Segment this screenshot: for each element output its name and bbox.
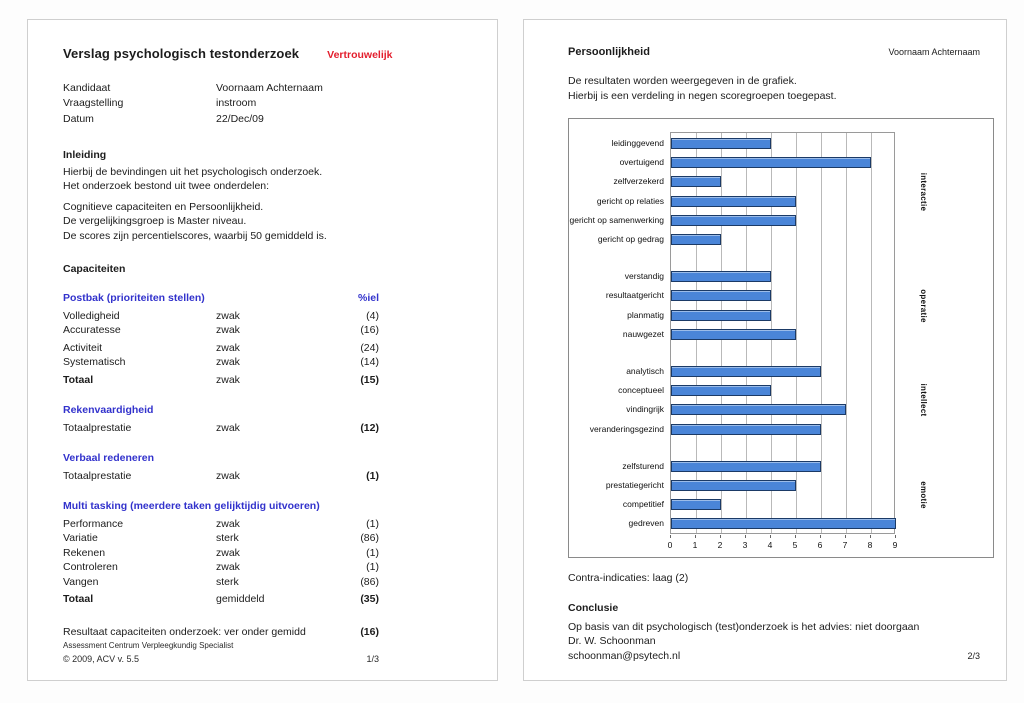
bar-leidinggevend: [671, 138, 771, 149]
axis-tick-label: 4: [767, 540, 773, 550]
row-label: Totaalprestatie: [63, 421, 132, 434]
meta-label: Datum: [63, 113, 94, 125]
meta-row: [63, 96, 379, 111]
table-row: [63, 517, 379, 532]
axis-tick-mark: [720, 535, 721, 538]
row-rating: sterk: [216, 532, 239, 544]
axis-tick-mark: [870, 535, 871, 538]
row-label: Totaal: [63, 373, 94, 386]
bar-label: gedreven: [628, 518, 664, 529]
row-rating: zwak: [216, 561, 240, 573]
bar-planmatig: [671, 310, 771, 321]
table-row: [63, 309, 379, 324]
axis-tick-label: 2: [717, 540, 723, 550]
bar-prestatiegericht: [671, 480, 796, 491]
axis-tick-mark: [670, 535, 671, 538]
group-label-operatie: operatie: [919, 288, 928, 323]
section-heading-row: [63, 403, 379, 418]
bar-vindingrijk: [671, 404, 846, 415]
row-label: Performance: [63, 517, 124, 530]
row-rating: zwak: [216, 341, 240, 354]
section-heading-row: [63, 499, 379, 514]
row-score: (16): [360, 324, 379, 336]
axis-tick-mark: [770, 535, 771, 538]
page-2: [523, 19, 1007, 681]
axis-tick-label: 0: [667, 540, 673, 550]
row-rating: zwak: [216, 309, 240, 322]
group-label-intellect: intellect: [919, 383, 928, 417]
row-score: (12): [360, 421, 379, 434]
page-2-header: [568, 46, 980, 58]
row-label: Variatie: [63, 532, 98, 544]
capaciteiten-heading: Capaciteiten: [63, 263, 126, 275]
footer-org: Assessment Centrum Verpleegkundig Specialist: [63, 641, 234, 650]
axis-tick-mark: [695, 535, 696, 538]
page-1: [27, 19, 498, 681]
bar-label: prestatiegericht: [605, 480, 664, 491]
row-label: Controleren: [63, 561, 118, 573]
score-section: [63, 451, 379, 483]
meta-row: [63, 112, 379, 127]
bar-zelfsturend: [671, 461, 821, 472]
axis-tick-mark: [745, 535, 746, 538]
candidate-name: Voornaam Achternaam: [888, 47, 980, 57]
row-rating: zwak: [216, 546, 240, 559]
intro-line: De vergelijkingsgroep is Master niveau.: [63, 215, 247, 227]
axis-tick-label: 6: [817, 540, 823, 550]
result-score: (16): [360, 625, 379, 638]
bar-analytisch: [671, 366, 821, 377]
row-score: (35): [360, 593, 379, 605]
axis-tick-label: 8: [867, 540, 873, 550]
bar-label: conceptueel: [618, 385, 664, 396]
axis-tick-mark: [895, 535, 896, 538]
row-score: (15): [360, 373, 379, 386]
table-row: [63, 323, 379, 338]
page-number: 1/3: [366, 654, 379, 664]
bar-label: nauwgezet: [622, 328, 664, 339]
bar-label: veranderingsgezind: [589, 423, 664, 434]
row-rating: zwak: [216, 421, 240, 434]
score-section: [63, 291, 379, 387]
row-label: Accuratesse: [63, 324, 121, 336]
row-score: (4): [366, 309, 379, 322]
row-score: (14): [360, 356, 379, 368]
page-title: Verslag psychologisch testonderzoek: [63, 46, 300, 61]
row-rating: zwak: [216, 469, 240, 482]
section-heading: Multi tasking (meerdere taken gelijktijdig uitvoeren): [63, 500, 320, 512]
row-score: (1): [366, 517, 379, 530]
candidate-meta-table: [63, 81, 379, 127]
bar-gedreven: [671, 518, 896, 529]
bar-gericht-op-relaties: [671, 196, 796, 207]
table-row: [63, 531, 379, 546]
bar-label: gericht op gedrag: [597, 234, 664, 245]
bar-label: vindingrijk: [626, 404, 664, 415]
intro-line: Hierbij de bevindingen uit het psychologisch onderzoek.: [63, 165, 323, 178]
chart-intro: [568, 74, 992, 103]
persoonlijkheid-heading: Persoonlijkheid: [568, 46, 650, 58]
result-label: Resultaat capaciteiten onderzoek: ver onder gemidd: [63, 625, 306, 638]
table-row: [63, 560, 379, 575]
bar-label: gericht op relaties: [596, 195, 664, 206]
section-heading: Rekenvaardigheid: [63, 404, 154, 416]
bar-gericht-op-samenwerking: [671, 215, 796, 226]
row-score: (86): [360, 575, 379, 588]
row-score: (86): [360, 532, 379, 544]
conclusion-block: [568, 620, 980, 664]
confidential-badge: Vertrouwelijk: [327, 49, 393, 61]
meta-label: Kandidaat: [63, 82, 111, 94]
table-row: [63, 421, 379, 436]
table-row: [63, 341, 379, 356]
conclusion-author: Dr. W. Schoonman: [568, 635, 656, 647]
row-rating: zwak: [216, 324, 240, 336]
table-row: [63, 575, 379, 590]
bar-veranderingsgezind: [671, 424, 821, 435]
row-label: Vangen: [63, 575, 99, 588]
row-rating: sterk: [216, 575, 239, 588]
row-label: Volledigheid: [63, 309, 120, 322]
bar-zelfverzekerd: [671, 176, 721, 187]
page-1-footer: [63, 641, 379, 664]
personality-bar-chart: [568, 118, 994, 558]
row-rating: zwak: [216, 373, 240, 386]
meta-row: [63, 81, 379, 96]
score-sections: [63, 291, 379, 607]
bar-nauwgezet: [671, 329, 796, 340]
section-heading-row: [63, 451, 379, 466]
result-row: [63, 625, 379, 640]
bar-gericht-op-gedrag: [671, 234, 721, 245]
gridline: [871, 133, 872, 533]
table-row: [63, 373, 379, 388]
row-label: Rekenen: [63, 546, 106, 559]
bar-label: resultaatgericht: [605, 290, 664, 301]
row-label: Activiteit: [63, 341, 103, 354]
bar-label: leidinggevend: [611, 138, 664, 149]
row-score: (1): [366, 546, 379, 559]
bar-resultaatgericht: [671, 290, 771, 301]
bar-overtuigend: [671, 157, 871, 168]
meta-value: Voornaam Achternaam: [216, 82, 323, 94]
axis-tick-mark: [820, 535, 821, 538]
table-row: [63, 355, 379, 370]
section-heading: Postbak (prioriteiten stellen): [63, 292, 205, 304]
row-label: Totaal: [63, 593, 94, 605]
conclusion-email: schoonman@psytech.nl: [568, 649, 681, 662]
meta-label: Vraagstelling: [63, 96, 124, 109]
intro-line: Cognitieve capaciteiten en Persoonlijkheid.: [63, 200, 264, 213]
page-number: 2/3: [967, 650, 980, 661]
group-label-emotie: emotie: [919, 481, 928, 509]
row-rating: gemiddeld: [216, 593, 265, 605]
row-score: (1): [366, 561, 379, 573]
table-row: [63, 546, 379, 561]
axis-tick-mark: [845, 535, 846, 538]
gridline: [846, 133, 847, 533]
meta-value: 22/Dec/09: [216, 113, 264, 125]
percentile-column-header: %iel: [357, 292, 379, 304]
bar-label: gericht op samenwerking: [569, 214, 664, 225]
gridline: [796, 133, 797, 533]
intro-paragraph-1: [63, 165, 462, 194]
meta-value: instroom: [216, 96, 257, 109]
row-score: (24): [360, 341, 379, 354]
chart-intro-line: De resultaten worden weergegeven in de grafiek.: [568, 75, 797, 87]
axis-tick-label: 5: [792, 540, 798, 550]
bar-label: analytisch: [626, 366, 664, 377]
bar-label: competitief: [622, 499, 664, 510]
conclusion-advice: Op basis van dit psychologisch (test)onderzoek is het advies: niet doorgaan: [568, 620, 920, 633]
intro-paragraph-2: [63, 200, 462, 244]
section-heading-row: [63, 291, 379, 306]
axis-tick-label: 3: [742, 540, 748, 550]
score-section: [63, 499, 379, 607]
score-section: [63, 403, 379, 435]
bar-label: zelfsturend: [622, 460, 664, 471]
report-title-row: [63, 46, 462, 61]
bar-verstandig: [671, 271, 771, 282]
group-label-interactie: interactie: [919, 172, 928, 211]
intro-line: Het onderzoek bestond uit twee onderdelen:: [63, 180, 270, 192]
row-score: (1): [366, 469, 379, 482]
axis-tick-mark: [795, 535, 796, 538]
bar-label: zelfverzekerd: [613, 176, 664, 187]
conclusie-heading: Conclusie: [568, 601, 619, 614]
axis-tick-label: 7: [842, 540, 848, 550]
footer-copyright: © 2009, ACV v. 5.5: [63, 654, 140, 664]
bar-label: overtuigend: [619, 157, 664, 168]
row-label: Totaalprestatie: [63, 469, 132, 482]
axis-tick-label: 1: [692, 540, 698, 550]
axis-tick-label: 9: [892, 540, 898, 550]
chart-intro-line: Hierbij is een verdeling in negen scoregroepen toegepast.: [568, 89, 837, 102]
row-label: Systematisch: [63, 356, 126, 368]
contra-indicaties-line: Contra-indicaties: laag (2): [568, 572, 689, 584]
row-rating: zwak: [216, 517, 240, 530]
row-rating: zwak: [216, 356, 240, 368]
section-heading: Verbaal redeneren: [63, 452, 155, 464]
bar-label: planmatig: [627, 309, 664, 320]
intro-line: De scores zijn percentielscores, waarbij 50 gemiddeld is.: [63, 229, 327, 242]
bar-competitief: [671, 499, 721, 510]
bar-conceptueel: [671, 385, 771, 396]
table-row: [63, 592, 379, 607]
gridline: [821, 133, 822, 533]
table-row: [63, 469, 379, 484]
intro-heading: Inleiding: [63, 148, 107, 161]
bar-label: verstandig: [624, 271, 664, 282]
